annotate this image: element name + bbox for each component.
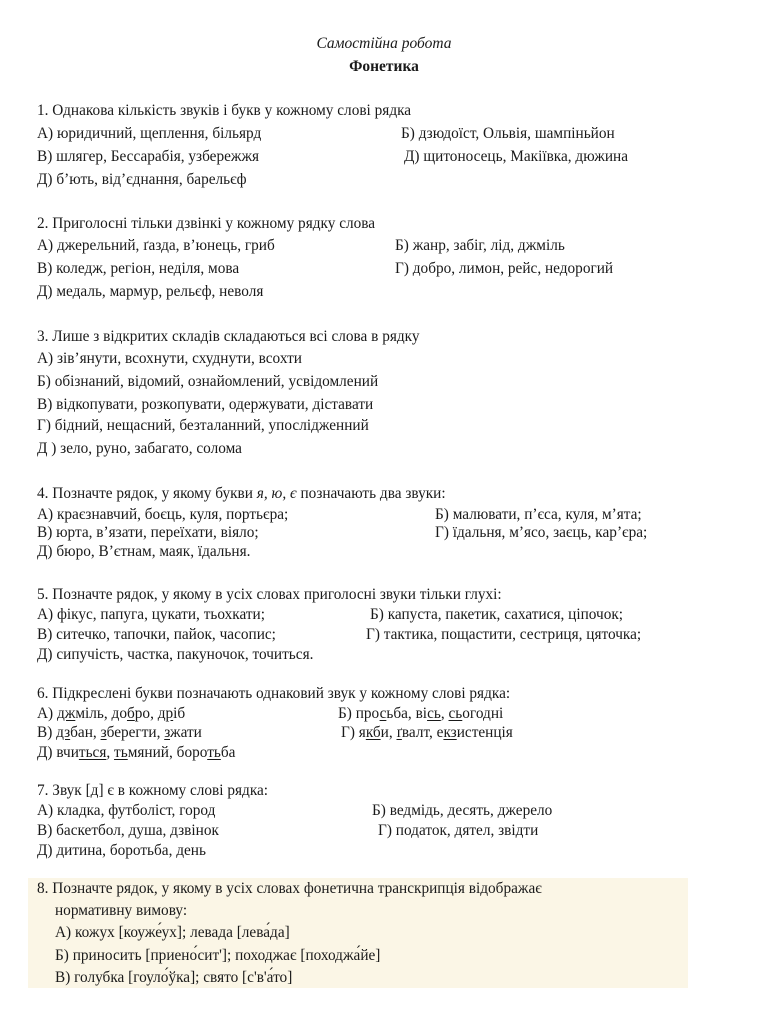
- q4-option-a: А) краєзнавчий, боєць, куля, портьєра;: [37, 506, 289, 523]
- q5-option-b: Б) капуста, пакетик, сахатися, ціпочок;: [370, 606, 624, 623]
- q5-option-g: Г) тактика, пощастити, сестриця, цяточка;: [366, 626, 642, 643]
- question-8-line-1: 8. Позначте рядок, у якому в усіх словах фонетична транскрипція відображає: [37, 880, 542, 897]
- question-6: 6. Підкреслені букви позначають однаковий звук у кожному слові рядка:: [37, 685, 511, 702]
- q4-question-letters: я, ю, є: [256, 485, 297, 502]
- q5-option-a: А) фікус, папуга, цукати, тьохкати;: [37, 606, 265, 623]
- q3-option-d: Д ) зело, руно, забагато, солома: [37, 440, 242, 457]
- worksheet-subtitle: Фонетика: [349, 58, 419, 75]
- q6-option-v: В) дзбан, зберегти, зжати: [37, 724, 202, 741]
- q7-option-b: Б) ведмідь, десять, джерело: [372, 802, 553, 819]
- q4-option-d: Д) бюро, В’єтнам, маяк, їдальня.: [37, 543, 251, 560]
- q2-option-d: Д) медаль, мармур, рельєф, неволя: [37, 283, 264, 300]
- q4-option-g: Г) їдальня, м’ясо, заєць, кар’єра;: [435, 524, 648, 541]
- q8-option-a: А) кожух [коуже́ух]; левада [лева́да]: [55, 924, 290, 941]
- q1-option-a: А) юридичний, щеплення, більярд: [37, 125, 262, 142]
- question-5: 5. Позначте рядок, у якому в усіх словах приголосні звуки тільки глухі:: [37, 586, 502, 603]
- question-4: [37, 484, 446, 504]
- question-3: 3. Лише з відкритих складів складаються всі слова в рядку: [37, 328, 420, 345]
- q3-option-g: Г) бідний, нещасний, безталанний, упослідженний: [37, 417, 369, 434]
- q3-option-b: Б) обізнаний, відомий, ознайомлений, усвідомлений: [37, 373, 379, 390]
- q7-option-d: Д) дитина, боротьба, день: [37, 842, 206, 859]
- q8-option-v: В) голубка [гоуло́ўка]; свято [с'в'а́то]: [55, 969, 293, 986]
- q1-option-b: Б) дзюдоїст, Ольвія, шампіньйон: [401, 125, 615, 142]
- q1-option-g: Д) щитоносець, Макіївка, дюжина: [404, 148, 628, 165]
- worksheet-title: Самостійна робота: [316, 35, 452, 52]
- q6-option-a: А) джміль, добро, дріб: [37, 705, 186, 722]
- q2-option-g: Г) добро, лимон, рейс, недорогий: [395, 260, 614, 277]
- q7-option-v: В) баскетбол, душа, дзвінок: [37, 822, 219, 839]
- q3-option-a: А) зів’янути, всохнути, схуднути, всохти: [37, 350, 302, 367]
- q4-question-post: позначають два звуки:: [296, 485, 446, 502]
- q4-question-pre: 4. Позначте рядок, у якому букви: [37, 485, 257, 502]
- q4-option-v: В) юрта, в’язати, переїхати, віяло;: [37, 524, 259, 541]
- q6-option-b: Б) просьба, вісь, сьогодні: [338, 705, 504, 722]
- q1-option-v: В) шлягер, Бессарабія, узбережжя: [37, 148, 260, 165]
- q5-option-d: Д) сипучість, частка, пакуночок, точиться.: [37, 646, 314, 663]
- q2-option-b: Б) жанр, забіг, лід, джміль: [395, 237, 565, 254]
- q5-option-v: В) ситечко, тапочки, пайок, часопис;: [37, 626, 276, 643]
- q7-option-g: Г) податок, дятел, звідти: [378, 822, 539, 839]
- question-8-line-2: нормативну вимову:: [55, 902, 188, 919]
- q7-option-a: А) кладка, футболіст, город: [37, 802, 216, 819]
- q8-option-b: Б) приносить [приено́сит']; походжає [походжа́йе]: [55, 947, 381, 964]
- q6-option-g: Г) якби, ґвалт, екзистенція: [341, 724, 513, 741]
- question-1: 1. Однакова кількість звуків і букв у кожному слові рядка: [37, 102, 412, 119]
- q6-option-d: Д) вчиться, тьмяний, боротьба: [37, 744, 236, 761]
- q2-option-a: А) джерельний, ґазда, в’юнець, гриб: [37, 237, 275, 254]
- q1-option-d: Д) б’ють, від’єднання, барельєф: [37, 171, 247, 188]
- q4-option-b: Б) малювати, п’єса, куля, м’ята;: [435, 506, 642, 523]
- q2-option-v: В) коледж, регіон, неділя, мова: [37, 260, 240, 277]
- question-7: 7. Звук [д] є в кожному слові рядка:: [37, 782, 269, 799]
- q3-option-v: В) відкопувати, розкопувати, одержувати, діставати: [37, 396, 374, 413]
- question-2: 2. Приголосні тільки дзвінкі у кожному рядку слова: [37, 215, 376, 232]
